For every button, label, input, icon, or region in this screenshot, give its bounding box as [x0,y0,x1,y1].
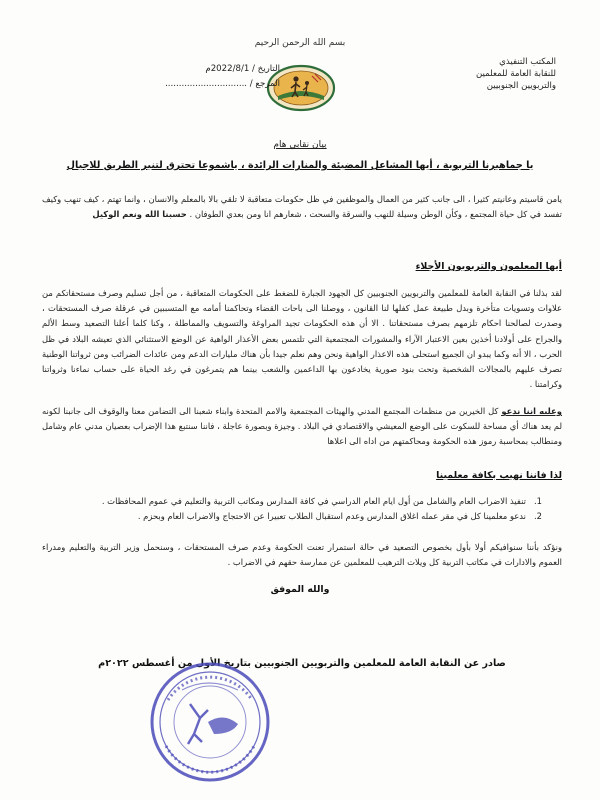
organization-block [406,56,556,92]
union-stamp-icon [148,660,272,784]
document-meta [130,62,280,92]
org-line-1: المكتب التنفيذي [499,57,556,67]
closing-phrase: والله الموفق [270,584,330,595]
intro-paragraph [42,192,562,222]
section4-paragraph: ونؤكد بأننا سنوافيكم أولا بأول بخصوص التصعيد في حالة استمرار تعنت الحكومة وعدم صرف المستحقات ، وسنحمل وزير التربية والتعليم ومدراء العموم والادارات في مكاتب التربية كل ويلات الترهيب للمعلمين عن ممارسة حقهم في الاضراب . [42,542,562,568]
section2-lead: وعليه اننا ندعو [501,406,562,416]
section3-heading: لذا فاننا نهيب بكافة معلمينا [436,470,562,481]
basmala: بسم الله الرحمن الرحيم [254,38,346,48]
section2-paragraph [42,404,562,450]
section1-heading: أيها المعلمون والتربويون الأجلاء [415,261,562,272]
section1-paragraph: لقد بذلنا في النقابة العامة للمعلمين والتربويين الجنوبيين كل الجهود الجبارة للضغط على الحكومات المتعاقبة ، من أجل تسليم وصرف مستحقاتكم من علاوات وتسويات متأخرة وبدل طبيعة عمل كفلها لنا القانون ، ووصلنا الى باحات القضاء وتحاكمنا أمامه مع المتسببين في عرقلة صرف المستحقات ، وصدرت لصالحنا احكام تلزمهم بصرف مستحقاتنا . الا أن هذه الحكومات تجيد المراوغة والتسويف والمماطلة ، وكنا كلما أعلنا التصعيد وسط الألم والجراح على أولادنا أخذين بعين الاعتبار الآراء والمشورات المجتمعية التي تلتمس بعض الأعذار الواهية عن الوضع الاستثنائي الذي تعيشه البلاد في ظل الحرب ، الا أنه وكما يبدو ان الجميع استحلى هذه الاعذار الواهية ونحن وهم نعلم جيدا بأن هناك مليارات الدعم ومن عائدات الضرائب ومن ثرواتنا الوطنية تصرف عليهم بالمجالات الشخصية وتحت بنود صورية يخادعون بها الداعمين والشعب بينما هم يتمرغون في رغد الحياة على حساب نماءنا وثرواتنا وكرامتنا . [42,288,562,390]
section2-text: كل الخيرين من منظمات المجتمع المدني والهيئات المجتمعية والامم المتحدة وابناء شعبنا الى التضامن معنا والوقوف الى جانبنا لكونه لم يعد هناك أي مساحة للسكوت على الوضع المعيشي والاقتصادي في البلاد . وجيزة وبصورة عاجلة ، فاننا سنتبع هذا الإضراب بعصيان مدني عام وشامل ومنطالب بمحاسبة رموز هذه الحكومة ومحاكمتهم من اداه الى اعلاها [42,406,562,447]
org-line-3: والتربويين الجنوبيين [486,81,556,91]
list-item-text: تنفيذ الاضراب العام والشامل من أول ايام العام الدراسي في كافة المدارس ومكاتب التربية والتعليم في عموم المحافظات . [101,496,526,506]
intro-closing: حسبنا الله ونعم الوكيل [92,209,187,220]
document-reference: المرجع / .............................. [165,79,280,89]
list-item-text: ندعو معلمينا كل في مقر عمله اغلاق المدارس وعدم استقبال الطلاب تعبيرا عن الاحتجاج والاضراب العام وبحزم . [137,511,526,521]
document-date: التاريخ / 2022/8/1م [205,64,280,74]
intro-text: يامن قاسيتم وعانيتم كثيرا ، الى جانب كثير من العمال والموظفين في ظل حكومات متعاقبة لا تلقي بالا بالمعلم والانسان ، وانما تهتم ، كيف تنهب وكيف تفسد في كل حياة المجتمع ، وكأن الوطن وسيلة للنهب والسرقة والسحت ، شعارهم انا ومن بعدي الطوفان . [42,194,562,220]
issued-by-line: صادر عن النقابة العامة للمعلمين والتربويين الجنوبيين بتاريخ الأول من أغسطس ٢٠٢٢م [98,658,506,669]
list-item-number: 2. [533,511,542,521]
statement-title: بيان نقابي هام [273,140,327,150]
list-item-number: 1. [533,496,542,506]
org-line-2: للنقابة العامة للمعلمين [476,69,556,79]
list-item [42,509,542,524]
list-item [42,494,542,509]
statement-subtitle: يا جماهيرنا التربوية ، أيها المشاعل المضيئة والمنارات الرائدة ، ياشموعا تحترق لتنير الطريق للاجيال [66,160,534,171]
demands-list [42,494,542,524]
